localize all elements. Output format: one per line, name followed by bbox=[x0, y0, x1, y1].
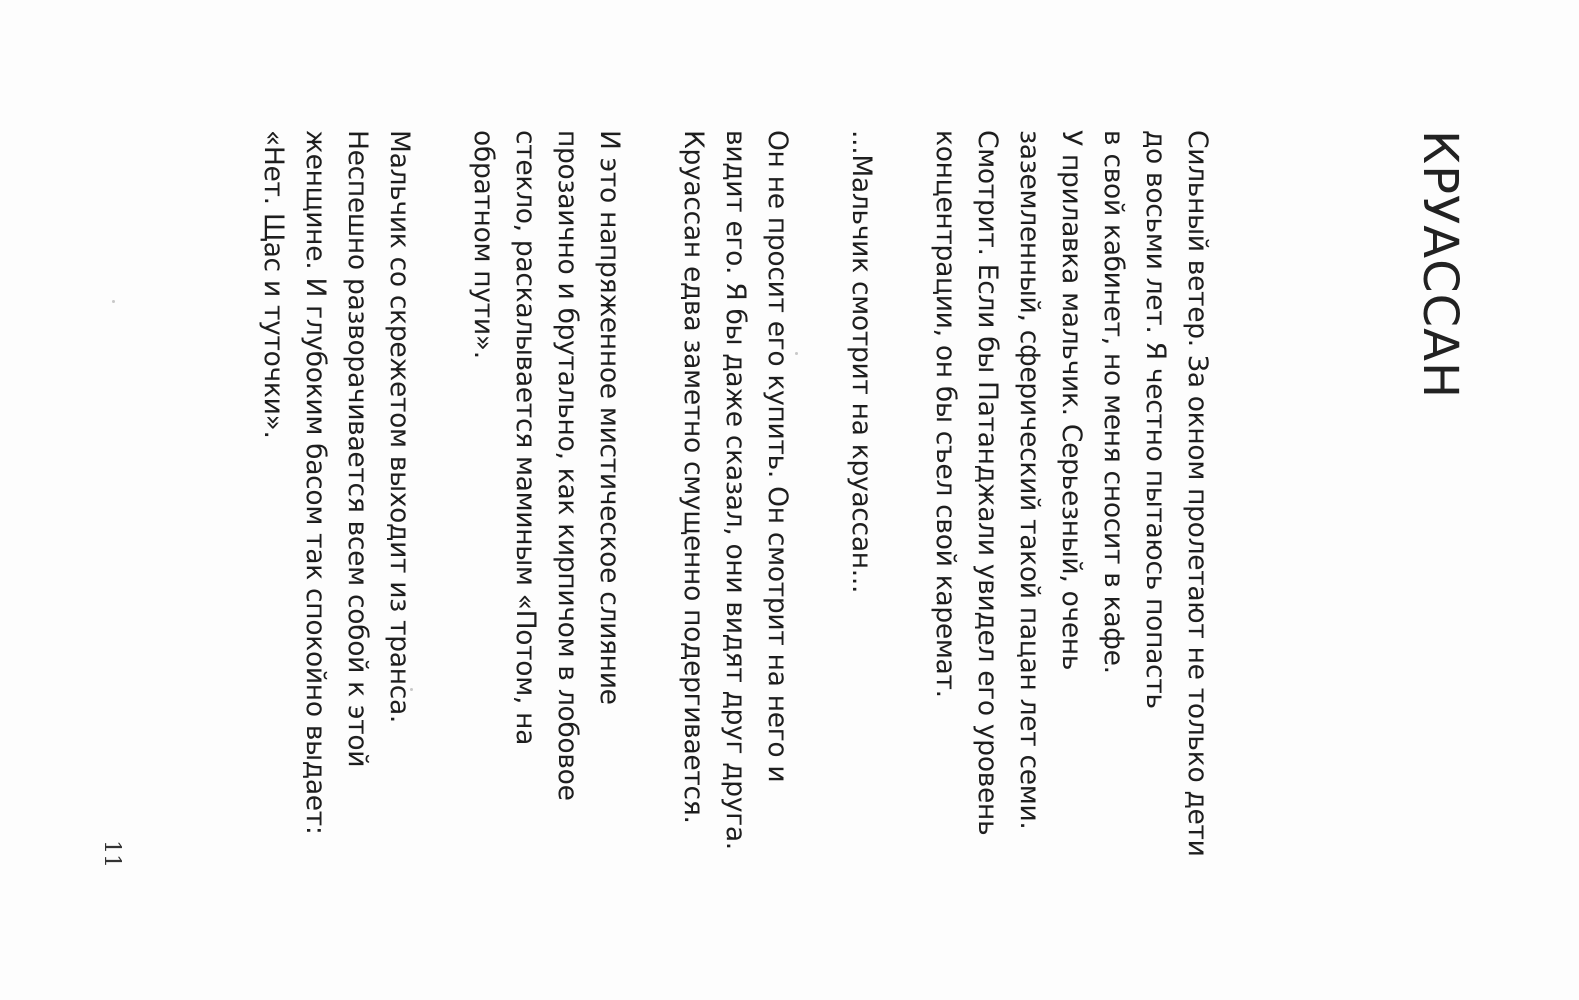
text-line: Смотрит. Если бы Патанджали увидел его уровень bbox=[972, 130, 1003, 836]
text-line: У прилавка мальчик. Серьезный, очень bbox=[1056, 130, 1087, 671]
text-line: Мальчик со скрежетом выходит из транса. bbox=[384, 130, 415, 724]
paragraph-1 bbox=[924, 130, 1218, 950]
text-line: Он не просит его купить. Он смотрит на него и bbox=[762, 130, 793, 783]
text-line: Неспешно разворачивается всем собой к этой bbox=[342, 130, 373, 768]
text-line: ...Мальчик смотрит на круассан... bbox=[846, 130, 877, 594]
paragraph-4 bbox=[462, 130, 630, 950]
text-line: видит его. Я бы даже сказал, они видят друг друга. bbox=[720, 130, 751, 850]
text-line: женщине. И глубоким басом так спокойно выдает: bbox=[300, 130, 331, 835]
chapter-body bbox=[210, 130, 1218, 950]
text-line: прозаично и брутально, как кирпичом в лобовое bbox=[552, 130, 583, 801]
text-line: до восьми лет. Я честно пытаюсь попасть bbox=[1140, 130, 1171, 709]
paragraph-3 bbox=[672, 130, 798, 950]
text-line: И это напряженное мистическое слияние bbox=[594, 130, 625, 705]
paragraph-2 bbox=[840, 130, 882, 950]
text-line: Круассан едва заметно смущенно подергивается. bbox=[678, 130, 709, 824]
paragraph-5 bbox=[252, 130, 420, 950]
text-line: стекло, раскалывается маминым «Потом, на bbox=[510, 130, 541, 746]
chapter-title: КРУАССАН bbox=[1412, 130, 1468, 400]
page-number: 11 bbox=[99, 840, 124, 868]
text-line: «Нет. Щас и туточки». bbox=[258, 130, 289, 439]
text-line: концентрации, он бы съел свой каремат. bbox=[930, 130, 961, 698]
text-line: заземленный, сферический такой пацан лет семи. bbox=[1014, 130, 1045, 830]
text-line: Сильный ветер. За окном пролетают не только дети bbox=[1182, 130, 1213, 857]
text-line: в свой кабинет, но меня сносит в кафе. bbox=[1098, 130, 1129, 674]
text-line: обратном пути». bbox=[468, 130, 499, 359]
